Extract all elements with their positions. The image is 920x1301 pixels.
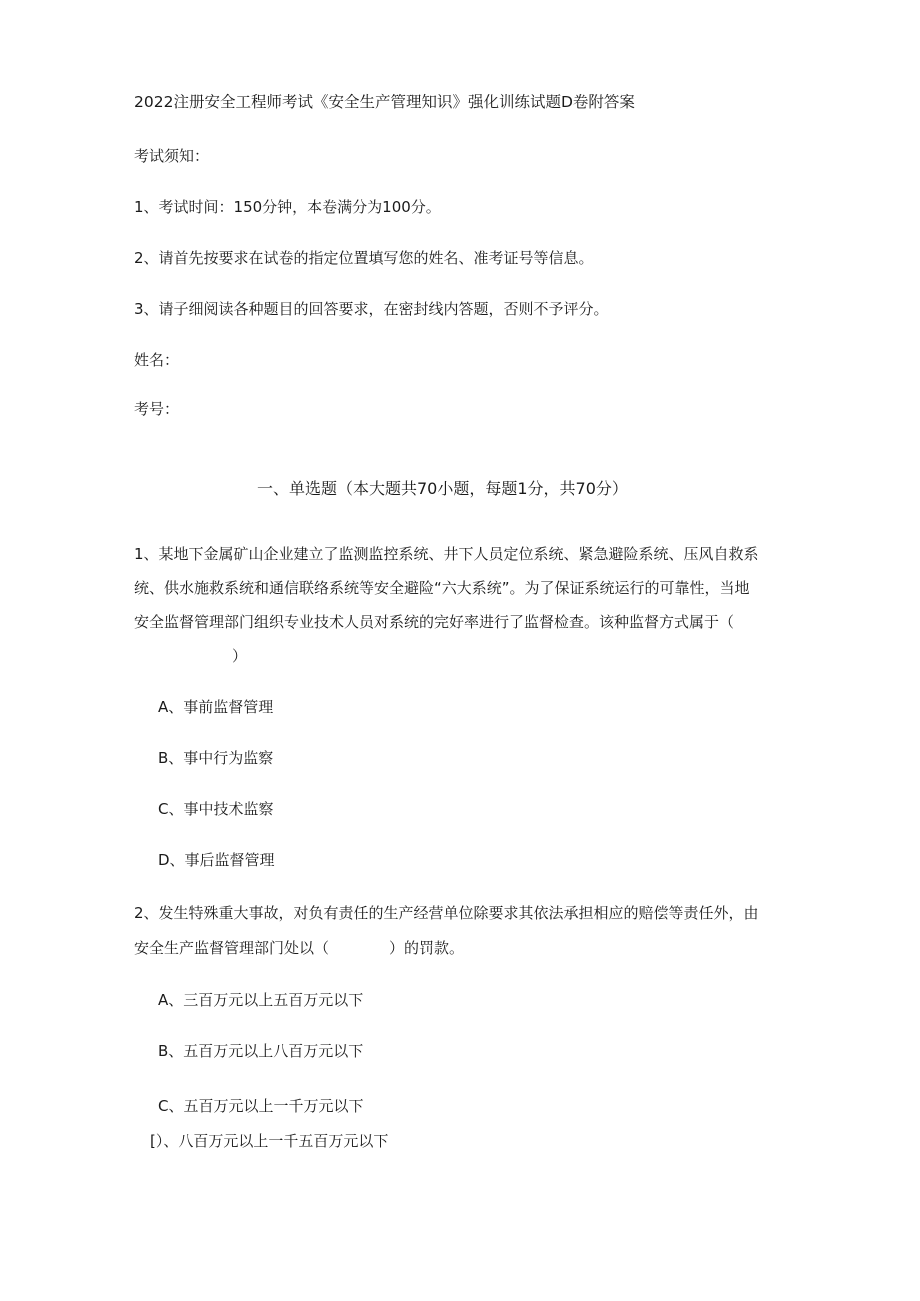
notice-heading: 考试须知：: [134, 147, 210, 165]
option-c: C、事中技术监察: [158, 800, 274, 818]
option-a: A、三百万元以上五百万元以下: [158, 991, 364, 1009]
notice-item: 2、请首先按要求在试卷的指定位置填写您的姓名、准考证号等信息。: [134, 249, 594, 267]
question-1-text: 安全监督管理部门组织专业技术人员对系统的完好率进行了监督检查。该种监督方式属于（: [134, 613, 735, 631]
name-field-label: 姓名：: [134, 351, 180, 369]
option-d: [）、八百万元以上一千五百万元以下: [150, 1132, 389, 1150]
option-a: A、事前监督管理: [158, 698, 274, 716]
option-c: C、五百万元以上一千万元以下: [158, 1097, 364, 1115]
section-title: 一、单选题（本大题共70小题，每题1分，共70分）: [257, 479, 628, 498]
notice-item: 1、考试时间：150分钟，本卷满分为100分。: [134, 198, 441, 216]
option-d: D、事后监督管理: [158, 851, 275, 869]
question-1-text: ）: [232, 647, 248, 665]
option-b: B、五百万元以上八百万元以下: [158, 1042, 364, 1060]
exam-number-field-label: 考号：: [134, 400, 180, 418]
question-2-text-after-blank: ）的罚款。: [389, 939, 465, 957]
question-2-text: 2、发生特殊重大事故，对负有责任的生产经营单位除要求其依法承担相应的赔偿等责任外，由: [134, 904, 759, 922]
question-1-text: 1、某地下金属矿山企业建立了监测监控系统、井下人员定位系统、紧急避险系统、压风自救系: [134, 545, 759, 563]
question-2-text: [134, 938, 464, 958]
notice-item: 3、请子细阅读各种题目的回答要求，在密封线内答题，否则不予评分。: [134, 300, 609, 318]
question-2-text-before-blank: 安全生产监督管理部门处以（: [134, 939, 330, 957]
option-b: B、事中行为监察: [158, 749, 274, 767]
document-title: 2022注册安全工程师考试《安全生产管理知识》强化训练试题D卷附答案: [134, 93, 635, 111]
question-1-text: 统、供水施救系统和通信联络系统等安全避险“六大系统”。为了保证系统运行的可靠性，当地: [134, 579, 750, 597]
